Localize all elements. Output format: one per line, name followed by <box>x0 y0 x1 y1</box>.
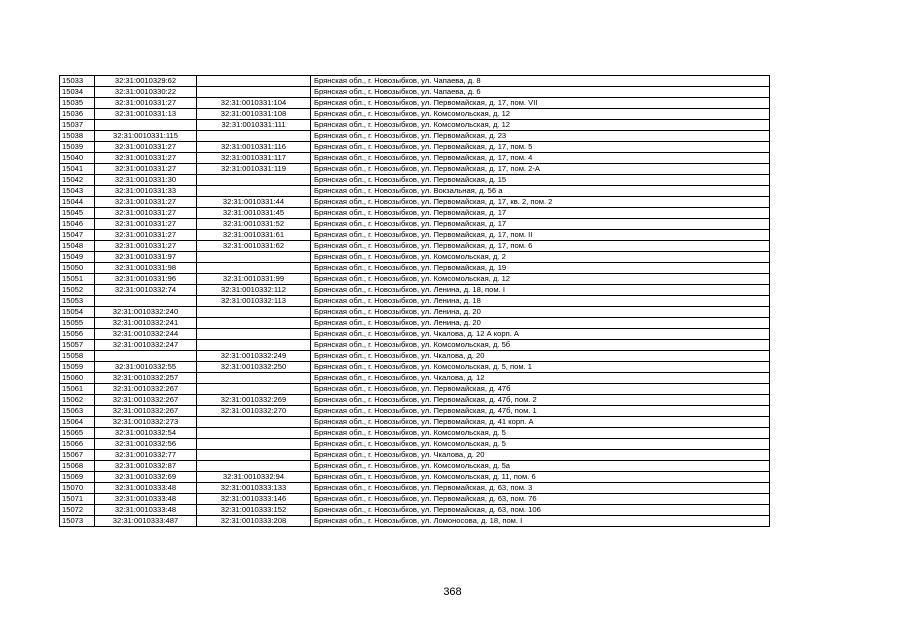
row-number-cell: 15067 <box>60 450 95 461</box>
row-number-cell: 15066 <box>60 439 95 450</box>
address-cell: Брянская обл., г. Новозыбков, ул. Комсомольская, д. 12 <box>311 274 770 285</box>
row-number-cell: 15060 <box>60 373 95 384</box>
table-row <box>60 516 770 527</box>
row-number-cell: 15054 <box>60 307 95 318</box>
sub-cadastral-number-cell <box>197 131 311 142</box>
sub-cadastral-number-cell <box>197 384 311 395</box>
cadastral-number-cell: 32:31:0010329:62 <box>95 76 197 87</box>
table-row <box>60 208 770 219</box>
sub-cadastral-number-cell <box>197 428 311 439</box>
address-cell: Брянская обл., г. Новозыбков, ул. Первомайская, д. 17, кв. 2, пом. 2 <box>311 197 770 208</box>
address-cell: Брянская обл., г. Новозыбков, ул. Первомайская, д. 23 <box>311 131 770 142</box>
row-number-cell: 15069 <box>60 472 95 483</box>
row-number-cell: 15064 <box>60 417 95 428</box>
address-cell: Брянская обл., г. Новозыбков, ул. Ленина, д. 18, пом. I <box>311 285 770 296</box>
address-cell: Брянская обл., г. Новозыбков, ул. Комсомольская, д. 5 <box>311 428 770 439</box>
sub-cadastral-number-cell <box>197 329 311 340</box>
address-cell: Брянская обл., г. Новозыбков, ул. Первомайская, д. 63, пом. 3 <box>311 483 770 494</box>
address-cell: Брянская обл., г. Новозыбков, ул. Первомайская, д. 17 <box>311 219 770 230</box>
address-cell: Брянская обл., г. Новозыбков, ул. Первомайская, д. 41 корп. А <box>311 417 770 428</box>
cadastral-number-cell: 32:31:0010331:27 <box>95 98 197 109</box>
address-cell: Брянская обл., г. Новозыбков, ул. Чкалова, д. 12 <box>311 373 770 384</box>
cadastral-number-cell: 32:31:0010333:48 <box>95 483 197 494</box>
table-row <box>60 483 770 494</box>
address-cell: Брянская обл., г. Новозыбков, ул. Первомайская, д. 47б, пом. 1 <box>311 406 770 417</box>
cadastral-number-cell: 32:31:0010332:69 <box>95 472 197 483</box>
sub-cadastral-number-cell: 32:31:0010331:119 <box>197 164 311 175</box>
sub-cadastral-number-cell: 32:31:0010332:113 <box>197 296 311 307</box>
cadastral-number-cell: 32:31:0010333:487 <box>95 516 197 527</box>
cadastral-number-cell: 32:31:0010331:115 <box>95 131 197 142</box>
cadastral-number-cell: 32:31:0010330:22 <box>95 87 197 98</box>
cadastral-number-cell: 32:31:0010331:30 <box>95 175 197 186</box>
sub-cadastral-number-cell: 32:31:0010331:108 <box>197 109 311 120</box>
address-cell: Брянская обл., г. Новозыбков, ул. Первомайская, д. 17, пом. 5 <box>311 142 770 153</box>
address-cell: Брянская обл., г. Новозыбков, ул. Первомайская, д. 17 <box>311 208 770 219</box>
row-number-cell: 15036 <box>60 109 95 120</box>
sub-cadastral-number-cell <box>197 461 311 472</box>
table-row <box>60 307 770 318</box>
cadastral-number-cell: 32:31:0010332:55 <box>95 362 197 373</box>
cadastral-number-cell: 32:31:0010332:267 <box>95 406 197 417</box>
row-number-cell: 15052 <box>60 285 95 296</box>
sub-cadastral-number-cell <box>197 186 311 197</box>
address-cell: Брянская обл., г. Новозыбков, ул. Чкалова, д. 20 <box>311 450 770 461</box>
cadastral-number-cell: 32:31:0010331:27 <box>95 208 197 219</box>
cadastral-number-cell: 32:31:0010331:27 <box>95 241 197 252</box>
sub-cadastral-number-cell: 32:31:0010333:208 <box>197 516 311 527</box>
row-number-cell: 15033 <box>60 76 95 87</box>
address-cell: Брянская обл., г. Новозыбков, ул. Комсомольская, д. 12 <box>311 109 770 120</box>
row-number-cell: 15072 <box>60 505 95 516</box>
address-cell: Брянская обл., г. Новозыбков, ул. Первомайская, д. 47б, пом. 2 <box>311 395 770 406</box>
cadastral-number-cell: 32:31:0010333:48 <box>95 505 197 516</box>
table-row <box>60 252 770 263</box>
cadastral-number-cell: 32:31:0010333:48 <box>95 494 197 505</box>
table-row <box>60 505 770 516</box>
address-cell: Брянская обл., г. Новозыбков, ул. Чкалова, д. 20 <box>311 351 770 362</box>
row-number-cell: 15055 <box>60 318 95 329</box>
table-row <box>60 362 770 373</box>
cadastral-number-cell: 32:31:0010331:27 <box>95 164 197 175</box>
table-row <box>60 263 770 274</box>
sub-cadastral-number-cell: 32:31:0010331:117 <box>197 153 311 164</box>
sub-cadastral-number-cell: 32:31:0010331:116 <box>197 142 311 153</box>
sub-cadastral-number-cell: 32:31:0010331:45 <box>197 208 311 219</box>
cadastral-number-cell <box>95 351 197 362</box>
row-number-cell: 15065 <box>60 428 95 439</box>
sub-cadastral-number-cell: 32:31:0010333:133 <box>197 483 311 494</box>
cadastral-number-cell: 32:31:0010331:27 <box>95 197 197 208</box>
row-number-cell: 15062 <box>60 395 95 406</box>
address-cell: Брянская обл., г. Новозыбков, ул. Первомайская, д. 19 <box>311 263 770 274</box>
sub-cadastral-number-cell: 32:31:0010331:61 <box>197 230 311 241</box>
table-row <box>60 164 770 175</box>
table-row <box>60 417 770 428</box>
sub-cadastral-number-cell: 32:31:0010332:112 <box>197 285 311 296</box>
table-row <box>60 472 770 483</box>
table-row <box>60 131 770 142</box>
table-row <box>60 142 770 153</box>
sub-cadastral-number-cell <box>197 307 311 318</box>
cadastral-number-cell: 32:31:0010331:27 <box>95 230 197 241</box>
row-number-cell: 15050 <box>60 263 95 274</box>
table-row <box>60 241 770 252</box>
page-number: 368 <box>443 586 462 598</box>
cadastral-number-cell: 32:31:0010331:98 <box>95 263 197 274</box>
address-cell: Брянская обл., г. Новозыбков, ул. Чкалова, д. 12 А корп. А <box>311 329 770 340</box>
address-cell: Брянская обл., г. Новозыбков, ул. Первомайская, д. 63, пом. 106 <box>311 505 770 516</box>
row-number-cell: 15040 <box>60 153 95 164</box>
table-row <box>60 450 770 461</box>
sub-cadastral-number-cell: 32:31:0010331:104 <box>197 98 311 109</box>
row-number-cell: 15044 <box>60 197 95 208</box>
address-cell: Брянская обл., г. Новозыбков, ул. Первомайская, д. 17, пом. II <box>311 230 770 241</box>
table-row <box>60 373 770 384</box>
table-row <box>60 439 770 450</box>
table-row <box>60 428 770 439</box>
sub-cadastral-number-cell <box>197 87 311 98</box>
row-number-cell: 15056 <box>60 329 95 340</box>
cadastral-number-cell: 32:31:0010332:77 <box>95 450 197 461</box>
row-number-cell: 15038 <box>60 131 95 142</box>
table-row <box>60 395 770 406</box>
cadastral-number-cell: 32:31:0010332:244 <box>95 329 197 340</box>
table-row <box>60 230 770 241</box>
table-row <box>60 274 770 285</box>
row-number-cell: 15045 <box>60 208 95 219</box>
sub-cadastral-number-cell: 32:31:0010332:270 <box>197 406 311 417</box>
sub-cadastral-number-cell: 32:31:0010332:94 <box>197 472 311 483</box>
sub-cadastral-number-cell <box>197 340 311 351</box>
table-row <box>60 406 770 417</box>
address-cell: Брянская обл., г. Новозыбков, ул. Ломоносова, д. 18, пом. I <box>311 516 770 527</box>
row-number-cell: 15057 <box>60 340 95 351</box>
table-row <box>60 98 770 109</box>
cadastral-number-cell: 32:31:0010332:257 <box>95 373 197 384</box>
sub-cadastral-number-cell <box>197 450 311 461</box>
sub-cadastral-number-cell: 32:31:0010333:146 <box>197 494 311 505</box>
row-number-cell: 15043 <box>60 186 95 197</box>
table-row <box>60 109 770 120</box>
sub-cadastral-number-cell <box>197 175 311 186</box>
table-row <box>60 87 770 98</box>
address-cell: Брянская обл., г. Новозыбков, ул. Первомайская, д. 17, пом. 2-А <box>311 164 770 175</box>
table-row <box>60 296 770 307</box>
row-number-cell: 15047 <box>60 230 95 241</box>
sub-cadastral-number-cell <box>197 263 311 274</box>
row-number-cell: 15041 <box>60 164 95 175</box>
cadastral-number-cell: 32:31:0010331:27 <box>95 153 197 164</box>
sub-cadastral-number-cell: 32:31:0010332:269 <box>197 395 311 406</box>
address-cell: Брянская обл., г. Новозыбков, ул. Комсомольская, д. 5 <box>311 439 770 450</box>
table-row <box>60 186 770 197</box>
table-row <box>60 175 770 186</box>
cadastral-number-cell <box>95 296 197 307</box>
address-cell: Брянская обл., г. Новозыбков, ул. Ленина, д. 20 <box>311 307 770 318</box>
address-cell: Брянская обл., г. Новозыбков, ул. Первомайская, д. 15 <box>311 175 770 186</box>
sub-cadastral-number-cell: 32:31:0010332:250 <box>197 362 311 373</box>
cadastral-number-cell: 32:31:0010331:96 <box>95 274 197 285</box>
cadastral-number-cell: 32:31:0010331:27 <box>95 219 197 230</box>
row-number-cell: 15042 <box>60 175 95 186</box>
table-row <box>60 384 770 395</box>
table-row <box>60 219 770 230</box>
table-row <box>60 153 770 164</box>
sub-cadastral-number-cell: 32:31:0010331:111 <box>197 120 311 131</box>
cadastral-number-cell: 32:31:0010331:13 <box>95 109 197 120</box>
address-cell: Брянская обл., г. Новозыбков, ул. Комсомольская, д. 2 <box>311 252 770 263</box>
cadastral-number-cell: 32:31:0010332:56 <box>95 439 197 450</box>
sub-cadastral-number-cell <box>197 417 311 428</box>
address-cell: Брянская обл., г. Новозыбков, ул. Первомайская, д. 17, пом. VII <box>311 98 770 109</box>
address-cell: Брянская обл., г. Новозыбков, ул. Ленина, д. 20 <box>311 318 770 329</box>
table-row <box>60 120 770 131</box>
row-number-cell: 15061 <box>60 384 95 395</box>
row-number-cell: 15053 <box>60 296 95 307</box>
row-number-cell: 15046 <box>60 219 95 230</box>
row-number-cell: 15037 <box>60 120 95 131</box>
sub-cadastral-number-cell: 32:31:0010331:52 <box>197 219 311 230</box>
cadastral-number-cell: 32:31:0010332:240 <box>95 307 197 318</box>
row-number-cell: 15039 <box>60 142 95 153</box>
address-cell: Брянская обл., г. Новозыбков, ул. Первомайская, д. 17, пом. 4 <box>311 153 770 164</box>
cadastral-number-cell: 32:31:0010332:273 <box>95 417 197 428</box>
cadastral-number-cell: 32:31:0010332:54 <box>95 428 197 439</box>
row-number-cell: 15073 <box>60 516 95 527</box>
property-table <box>59 75 770 527</box>
table-row <box>60 494 770 505</box>
cadastral-number-cell: 32:31:0010332:87 <box>95 461 197 472</box>
address-cell: Брянская обл., г. Новозыбков, ул. Первомайская, д. 63, пом. 76 <box>311 494 770 505</box>
cadastral-number-cell: 32:31:0010332:74 <box>95 285 197 296</box>
row-number-cell: 15035 <box>60 98 95 109</box>
cadastral-number-cell: 32:31:0010331:33 <box>95 186 197 197</box>
row-number-cell: 15049 <box>60 252 95 263</box>
sub-cadastral-number-cell <box>197 439 311 450</box>
address-cell: Брянская обл., г. Новозыбков, ул. Первомайская, д. 17, пом. 6 <box>311 241 770 252</box>
row-number-cell: 15068 <box>60 461 95 472</box>
row-number-cell: 15051 <box>60 274 95 285</box>
address-cell: Брянская обл., г. Новозыбков, ул. Первомайская, д. 47б <box>311 384 770 395</box>
table-row <box>60 329 770 340</box>
sub-cadastral-number-cell: 32:31:0010333:152 <box>197 505 311 516</box>
row-number-cell: 15070 <box>60 483 95 494</box>
cadastral-number-cell: 32:31:0010331:97 <box>95 252 197 263</box>
table-row <box>60 351 770 362</box>
row-number-cell: 15058 <box>60 351 95 362</box>
row-number-cell: 15034 <box>60 87 95 98</box>
address-cell: Брянская обл., г. Новозыбков, ул. Комсомольская, д. 5а <box>311 461 770 472</box>
table-row <box>60 461 770 472</box>
address-cell: Брянская обл., г. Новозыбков, ул. Вокзальная, д. 56 а <box>311 186 770 197</box>
sub-cadastral-number-cell <box>197 76 311 87</box>
address-cell: Брянская обл., г. Новозыбков, ул. Ленина, д. 18 <box>311 296 770 307</box>
sub-cadastral-number-cell: 32:31:0010331:44 <box>197 197 311 208</box>
sub-cadastral-number-cell: 32:31:0010331:99 <box>197 274 311 285</box>
cadastral-number-cell: 32:31:0010332:247 <box>95 340 197 351</box>
address-cell: Брянская обл., г. Новозыбков, ул. Комсомольская, д. 11, пом. 6 <box>311 472 770 483</box>
table-row <box>60 318 770 329</box>
address-cell: Брянская обл., г. Новозыбков, ул. Чапаева, д. 6 <box>311 87 770 98</box>
cadastral-number-cell: 32:31:0010332:241 <box>95 318 197 329</box>
address-cell: Брянская обл., г. Новозыбков, ул. Комсомольская, д. 5б <box>311 340 770 351</box>
table-row <box>60 340 770 351</box>
sub-cadastral-number-cell <box>197 373 311 384</box>
cadastral-number-cell <box>95 120 197 131</box>
sub-cadastral-number-cell <box>197 318 311 329</box>
cadastral-number-cell: 32:31:0010332:267 <box>95 395 197 406</box>
address-cell: Брянская обл., г. Новозыбков, ул. Чапаева, д. 8 <box>311 76 770 87</box>
address-cell: Брянская обл., г. Новозыбков, ул. Комсомольская, д. 5, пом. 1 <box>311 362 770 373</box>
sub-cadastral-number-cell: 32:31:0010332:249 <box>197 351 311 362</box>
row-number-cell: 15059 <box>60 362 95 373</box>
cadastral-number-cell: 32:31:0010332:267 <box>95 384 197 395</box>
table-row <box>60 285 770 296</box>
row-number-cell: 15048 <box>60 241 95 252</box>
row-number-cell: 15071 <box>60 494 95 505</box>
table-row <box>60 76 770 87</box>
address-cell: Брянская обл., г. Новозыбков, ул. Комсомольская, д. 12 <box>311 120 770 131</box>
sub-cadastral-number-cell <box>197 252 311 263</box>
table-row <box>60 197 770 208</box>
sub-cadastral-number-cell: 32:31:0010331:62 <box>197 241 311 252</box>
row-number-cell: 15063 <box>60 406 95 417</box>
table-body <box>60 76 770 527</box>
cadastral-number-cell: 32:31:0010331:27 <box>95 142 197 153</box>
